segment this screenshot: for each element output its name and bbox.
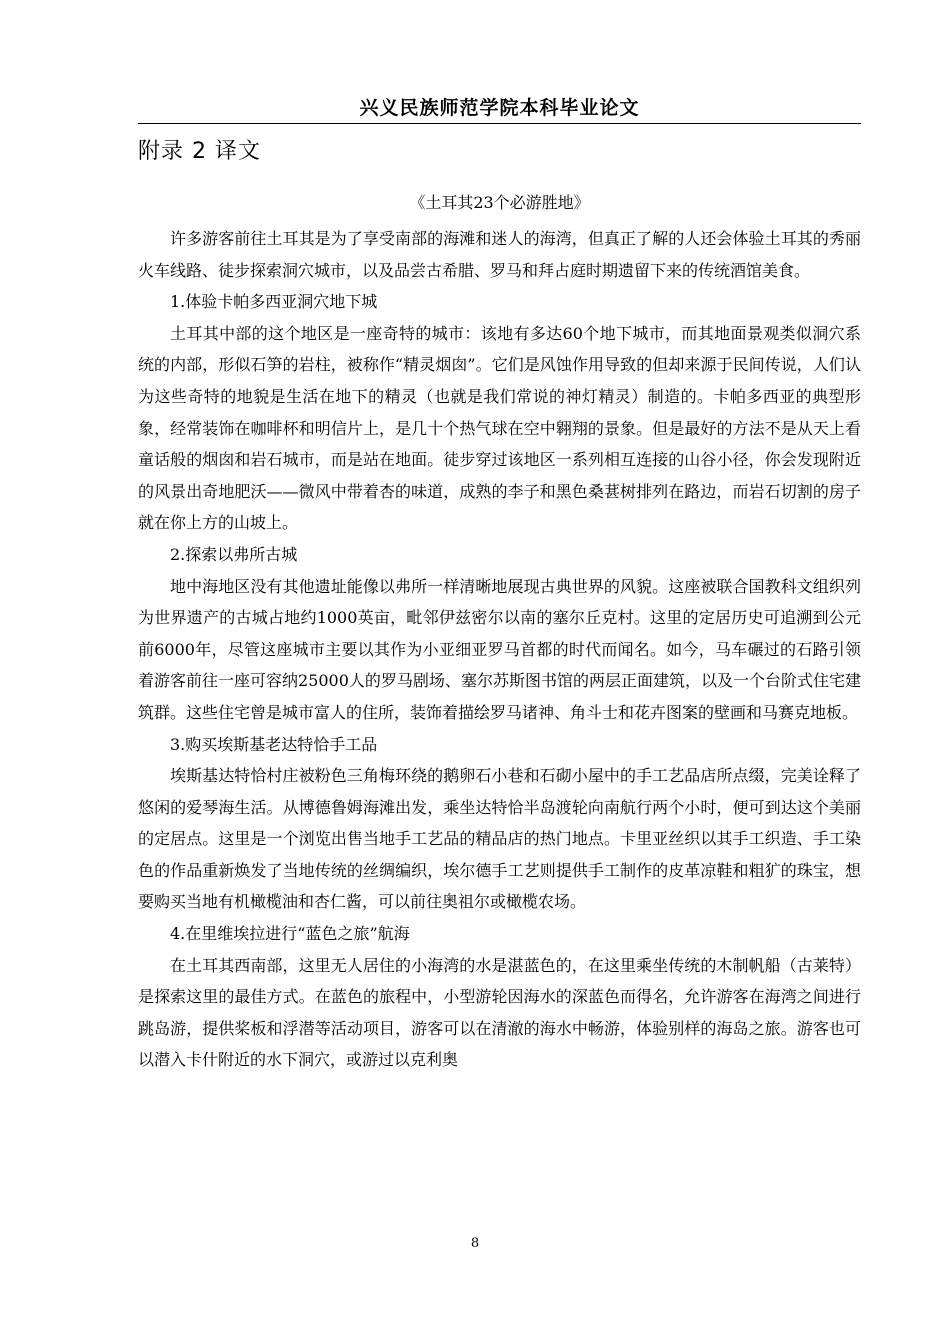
section-paragraph-4: 在土耳其西南部，这里无人居住的小海湾的水是湛蓝色的，在这里乘坐传统的木制帆船（古莱特）是探索这里的最佳方式。在蓝色的旅程中，小型游轮因海水的深蓝色而得名，允许游客在海湾之间进行跳岛游，提供桨板和浮潜等活动项目，游客可以在清澈的海水中畅游，体验别样的海岛之旅。游客也可以潜入卡什附近的水下洞穴，或游过以克利奥	[138, 955, 861, 1070]
section-heading-2: 2.探索以弗所古城	[170, 544, 298, 564]
page-header-title: 兴义民族师范学院本科毕业论文	[359, 97, 640, 119]
section-paragraph-1: 土耳其中部的这个地区是一座奇特的城市：该地有多达60个地下城市，而其地面景观类似洞穴系统的内部，形似石笋的岩柱，被称作“精灵烟囱”。它们是风蚀作用导致的但却来源于民间传说，人们认为这些奇特的地貌是生活在地下的精灵（也就是我们常说的神灯精灵）制造的。卡帕多西亚的典型形象，经常装饰在咖啡杯和明信片上，是几十个热气球在空中翱翔的景象。但是最好的方法不是从天上看童话般的烟囱和岩石城市，而是站在地面。徒步穿过该地区一系列相互连接的山谷小径，你会发现附近的风景出奇地肥沃——微风中带着杏的味道，成熟的李子和黑色桑葚树排列在路边，而岩石切割的房子就在你上方的山坡上。	[138, 323, 861, 533]
appendix-title: 附录 2 译文	[138, 139, 261, 164]
intro-paragraph: 许多游客前往土耳其是为了享受南部的海滩和迷人的海湾，但真正了解的人还会体验土耳其的秀丽火车线路、徒步探索洞穴城市，以及品尝古希腊、罗马和拜占庭时期遗留下来的传统酒馆美食。	[138, 229, 861, 280]
section-heading-4: 4.在里维埃拉进行“蓝色之旅”航海	[170, 924, 410, 944]
section-heading-1: 1.体验卡帕多西亚洞穴地下城	[170, 292, 378, 312]
section-paragraph-3: 埃斯基达特恰村庄被粉色三角梅环绕的鹅卵石小巷和石砌小屋中的手工艺品店所点缀，完美诠释了悠闲的爱琴海生活。从博德鲁姆海滩出发，乘坐达特恰半岛渡轮向南航行两个小时，便可到达这个美丽的定居点。这里是一个浏览出售当地手工艺品的精品店的热门地点。卡里亚丝织以其手工织造、手工染色的作品重新焕发了当地传统的丝绸编织，埃尔德手工艺则提供手工制作的皮革凉鞋和粗犷的珠宝，想要购买当地有机橄榄油和杏仁酱，可以前往奥祖尔或橄榄农场。	[138, 766, 861, 912]
section-heading-3: 3.购买埃斯基老达特恰手工品	[170, 734, 378, 754]
article-title: 《土耳其23个必游胜地》	[409, 193, 590, 212]
article-body	[138, 223, 861, 1076]
header-divider	[138, 123, 861, 124]
section-paragraph-2: 地中海地区没有其他遗址能像以弗所一样清晰地展现古典世界的风貌。这座被联合国教科文组织列为世界遗产的古城占地约1000英亩，毗邻伊兹密尔以南的塞尔丘克村。这里的定居历史可追溯到公元前6000年，尽管这座城市主要以其作为小亚细亚罗马首都的时代而闻名。如今，马车碾过的石路引领着游客前往一座可容纳25000人的罗马剧场、塞尔苏斯图书馆的两层正面建筑，以及一个台阶式住宅建筑群。这些住宅曾是城市富人的住所，装饰着描绘罗马诸神、角斗士和花卉图案的壁画和马赛克地板。	[138, 576, 861, 722]
page-number: 8	[470, 1236, 480, 1251]
